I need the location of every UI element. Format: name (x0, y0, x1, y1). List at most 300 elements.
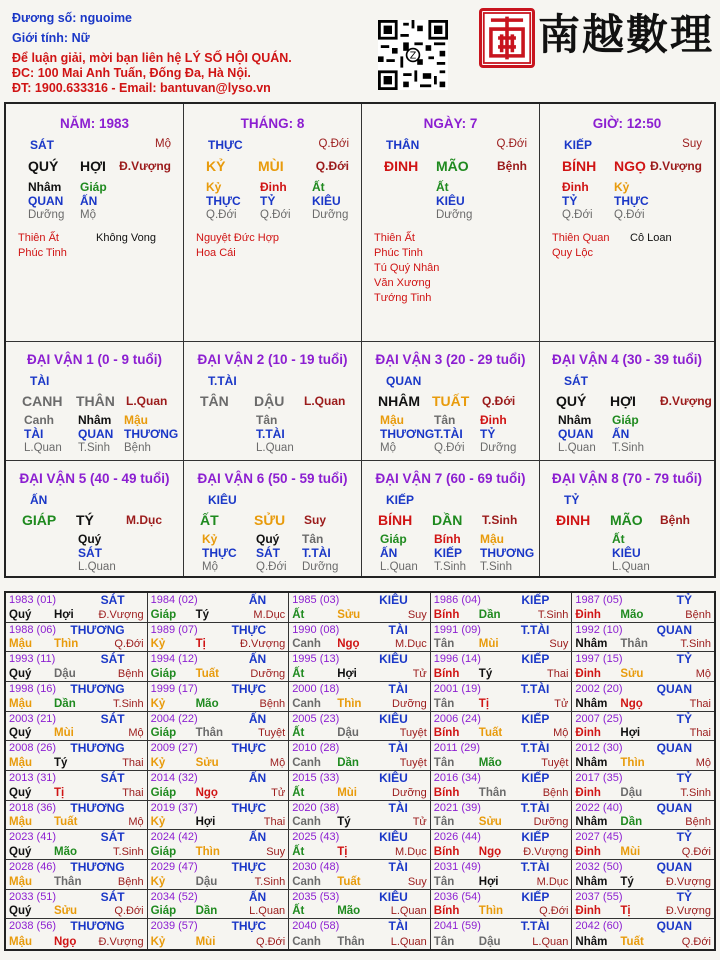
star-item: Hoa Cái (196, 247, 236, 259)
hidden-god: QUAN (28, 194, 64, 208)
year-phase: Thai (689, 697, 711, 710)
dai-van-branch: DẬU (254, 393, 285, 409)
year-branch: Hợi (195, 816, 216, 829)
dai-van-stem: BÍNH (378, 512, 413, 528)
year-star: ẤN (248, 770, 267, 785)
hidden-god: ẤN (80, 194, 98, 208)
year-label: 1992 (10) (575, 623, 623, 636)
year-branch: Hợi (620, 727, 641, 740)
star-list-left (374, 231, 439, 306)
star-item: Không Vong (96, 232, 156, 244)
year-cell (148, 712, 290, 742)
year-stem: Đinh (575, 905, 601, 918)
year-cell (289, 712, 431, 742)
dai-van-stem: CANH (22, 393, 63, 409)
dai-van-stem: ẤT (200, 512, 219, 528)
year-label: 1984 (02) (150, 594, 198, 606)
year-label: 2005 (23) (292, 712, 340, 725)
year-branch: Mùi (337, 786, 357, 799)
year-phase: Bệnh (259, 697, 286, 710)
pillar-phase: Q.Đới (315, 159, 349, 173)
dai-van-branch: TÝ (76, 512, 94, 528)
year-phase: Thai (122, 756, 144, 769)
year-star: TỶ (676, 652, 692, 667)
pillar-star-right: Suy (682, 138, 702, 150)
year-star: TÀI (388, 622, 408, 637)
hidden-phase: L.Quan (78, 561, 116, 573)
year-label: 2029 (47) (150, 860, 198, 873)
dai-van-stem: TÂN (200, 393, 229, 409)
year-star: ẤN (248, 711, 267, 726)
year-cell (148, 771, 290, 801)
year-stem: Đinh (575, 845, 601, 858)
year-label: 2000 (18) (292, 682, 340, 695)
year-label: 2033 (51) (9, 890, 57, 903)
year-phase: Q.Đới (255, 935, 286, 948)
pillar-stem: BÍNH (562, 158, 597, 174)
hidden-stem: Ất (612, 532, 625, 546)
year-phase: Mộ (695, 667, 711, 680)
year-cell (572, 593, 714, 623)
year-star: THỰC (231, 919, 267, 934)
hidden-phase: T.Sinh (612, 442, 644, 454)
star-item: Tướng Tinh (374, 292, 432, 304)
year-star: T.TÀI (520, 622, 550, 637)
year-star: KIÊU (379, 830, 408, 845)
hidden-phase: Mộ (80, 209, 96, 221)
year-branch: Tị (54, 786, 65, 799)
year-stem: Quý (9, 608, 32, 621)
year-star: ẤN (248, 652, 267, 667)
hidden-god: QUAN (78, 427, 114, 441)
year-label: 2036 (54) (433, 890, 481, 903)
year-star: QUAN (656, 741, 692, 756)
year-phase: Q.Đới (681, 845, 711, 858)
dai-van-phase: Đ.Vượng (660, 394, 712, 408)
year-label: 2032 (50) (575, 860, 623, 873)
hidden-stem: Đinh (260, 180, 287, 194)
hidden-phase: Dưỡng (480, 442, 517, 454)
year-label: 1994 (12) (150, 653, 198, 666)
hidden-phase: L.Quan (558, 442, 596, 454)
year-stem: Canh (292, 935, 321, 948)
year-star: T.TÀI (520, 741, 550, 756)
year-stem: Mậu (9, 756, 32, 769)
year-cell (431, 712, 573, 742)
hidden-phase: Q.Đới (562, 209, 593, 221)
year-label: 1987 (05) (575, 594, 623, 606)
year-stem: Quý (9, 845, 32, 858)
year-label: 2041 (59) (433, 920, 481, 933)
year-branch: Mùi (195, 935, 216, 948)
year-branch: Ngọ (620, 697, 643, 710)
hidden-phase: Q.Đới (256, 561, 287, 573)
dai-van-star: T.TÀI (208, 374, 237, 388)
year-phase: Q.Đới (539, 905, 569, 918)
pillar-title: NĂM: 1983 (59, 116, 130, 131)
hidden-stem: Kỷ (202, 532, 218, 546)
year-phase: Dưỡng (533, 816, 569, 829)
year-phase: Tử (412, 816, 427, 829)
dai-van-star: ẤN (30, 493, 48, 507)
year-branch: Dậu (337, 727, 359, 740)
year-branch: Dần (620, 816, 643, 829)
dai-van-star: SÁT (564, 374, 588, 388)
year-star: THỰC (231, 622, 267, 637)
year-branch: Dậu (478, 935, 501, 948)
year-cell (289, 860, 431, 890)
pillar-star: THÂN (386, 138, 420, 152)
hidden-phase: Bệnh (124, 442, 151, 454)
year-label: 2014 (32) (150, 771, 198, 784)
year-star: ẤN (248, 593, 267, 607)
year-star: SÁT (100, 889, 125, 904)
year-label: 1986 (04) (433, 594, 481, 606)
year-stem: Kỷ (150, 875, 166, 888)
year-stem: Mậu (9, 875, 32, 888)
year-star: KIẾP (521, 889, 550, 904)
year-stem: Giáp (150, 845, 177, 858)
year-label: 2018 (36) (9, 801, 57, 814)
year-phase: Mộ (128, 816, 144, 829)
year-cell (431, 623, 573, 653)
hidden-god: SÁT (78, 546, 102, 560)
hidden-stem: Ất (436, 180, 449, 194)
year-stem: Giáp (150, 608, 177, 621)
year-star: QUAN (656, 681, 692, 696)
year-label: 2025 (43) (292, 831, 340, 844)
year-cell (572, 830, 714, 860)
year-cell (6, 682, 148, 712)
year-cell (431, 890, 573, 920)
dai-van-branch: HỢI (610, 393, 636, 409)
year-star: THƯƠNG (70, 622, 125, 637)
year-cell (289, 593, 431, 623)
dai-van-title: ĐẠI VẬN 6 (50 - 59 tuổi) (197, 471, 348, 486)
hidden-stem: Tân (302, 532, 324, 546)
year-star: THỰC (231, 859, 267, 874)
year-phase: Mộ (128, 727, 144, 740)
pillar-cell (362, 104, 540, 342)
year-phase: M.Dục (536, 875, 569, 888)
year-branch: Thân (478, 786, 507, 799)
hidden-phase: T.Sinh (480, 561, 512, 573)
year-branch: Mão (478, 756, 502, 769)
year-star: TÀI (388, 800, 408, 815)
year-cell (572, 801, 714, 831)
year-stem: Ất (292, 786, 305, 799)
year-branch: Mão (54, 845, 77, 858)
year-stem: Nhâm (575, 638, 608, 651)
pillar-branch: HỢI (80, 158, 106, 174)
pillar-star: KIẾP (564, 138, 593, 152)
year-phase: Thai (263, 816, 286, 829)
year-cell (6, 712, 148, 742)
year-branch: Sửu (620, 667, 644, 680)
star-item: Thiên Ất (18, 232, 59, 244)
hidden-phase: Mộ (380, 442, 396, 454)
hidden-stem: Đinh (562, 180, 589, 194)
year-phase: Mộ (269, 756, 286, 769)
dai-van-title: ĐẠI VẬN 5 (40 - 49 tuổi) (19, 471, 170, 486)
hidden-god: THƯƠNG (380, 427, 435, 441)
year-cell (6, 623, 148, 653)
year-cell (148, 593, 290, 623)
year-label: 2013 (31) (9, 771, 57, 784)
hidden-stem: Kỷ (206, 180, 222, 194)
year-branch: Hợi (478, 875, 499, 888)
year-star: KIẾP (521, 652, 550, 667)
year-cell (148, 623, 290, 653)
gender-label: Giới tính: Nữ (12, 31, 90, 45)
year-label: 2027 (45) (575, 831, 623, 844)
year-branch: Mão (620, 608, 644, 621)
star-list-right (96, 231, 156, 246)
hidden-phase: Q.Đới (614, 209, 645, 221)
pillar-cell (6, 104, 184, 342)
year-stem: Nhâm (575, 935, 608, 948)
pillar-cell (184, 104, 362, 342)
hidden-god: T.TÀI (256, 427, 285, 441)
year-stem: Bính (433, 608, 460, 621)
year-label: 1993 (11) (9, 653, 56, 666)
year-branch: Mùi (478, 638, 499, 651)
hidden-stem: Ất (312, 180, 325, 194)
year-stem: Nhâm (575, 756, 608, 769)
year-phase: Dưỡng (392, 786, 427, 799)
year-branch: Tị (620, 905, 631, 918)
year-stem: Ất (292, 905, 305, 918)
hidden-stem: Mậu (480, 532, 504, 546)
star-item: Cô Loan (630, 232, 672, 244)
year-label: 2002 (20) (575, 682, 623, 695)
year-stem: Kỷ (150, 638, 166, 651)
star-list-left (18, 231, 67, 261)
year-label: 1991 (09) (433, 623, 481, 636)
year-cell (148, 682, 290, 712)
dai-van-star: KIÊU (208, 493, 237, 507)
year-cell (148, 830, 290, 860)
year-branch: Mùi (54, 727, 74, 740)
year-branch: Thân (195, 727, 224, 740)
pillar-star: SÁT (30, 138, 54, 152)
year-label: 2015 (33) (292, 771, 340, 784)
year-phase: Đ.Vượng (523, 845, 569, 858)
year-phase: Tuyệt (399, 727, 427, 740)
hidden-god: THỰC (202, 546, 237, 560)
pillar-star-right: Q.Đới (318, 138, 349, 150)
hidden-god: THỰC (614, 194, 649, 208)
year-cell (431, 771, 573, 801)
dai-van-stem: GIÁP (22, 512, 57, 528)
year-branch: Dậu (195, 875, 218, 888)
dai-van-branch: SỬU (254, 512, 286, 528)
year-branch: Tuất (195, 667, 220, 680)
year-star: TÀI (388, 681, 408, 696)
year-label: 1999 (17) (150, 682, 198, 695)
year-star: SÁT (100, 652, 125, 667)
year-label: 1997 (15) (575, 653, 623, 666)
dai-van-branch: THÂN (76, 393, 115, 409)
year-phase: Q.Đới (681, 935, 711, 948)
year-branch: Tý (337, 816, 351, 829)
year-stem: Ất (292, 608, 305, 621)
year-phase: Đ.Vượng (665, 905, 711, 918)
year-cell (289, 682, 431, 712)
year-stem: Tân (433, 638, 455, 651)
year-branch: Tị (478, 697, 490, 710)
year-label: 2003 (21) (9, 712, 57, 725)
year-stem: Quý (9, 905, 32, 918)
year-stem: Nhâm (575, 875, 608, 888)
year-phase: Bệnh (117, 875, 144, 888)
year-label: 2020 (38) (292, 801, 340, 814)
year-branch: Tý (54, 756, 68, 769)
year-star: KIẾP (521, 830, 550, 845)
hidden-phase: Q.Đới (260, 209, 291, 221)
year-phase: Dưỡng (392, 697, 427, 710)
year-phase: Đ.Vượng (240, 638, 286, 651)
year-label: 2037 (55) (575, 890, 623, 903)
year-stem: Đinh (575, 727, 601, 740)
year-stem: Canh (292, 756, 321, 769)
year-stem: Mậu (9, 816, 32, 829)
year-cell (289, 771, 431, 801)
hidden-stem: Canh (24, 413, 54, 427)
year-label: 2007 (25) (575, 712, 623, 725)
year-label: 2016 (34) (433, 771, 481, 784)
year-star: ẤN (248, 830, 267, 845)
dai-van-star: KIẾP (386, 493, 415, 507)
pillar-branch: MÙI (258, 158, 284, 174)
year-star: THƯƠNG (70, 859, 125, 874)
year-phase: L.Quan (249, 905, 286, 918)
year-label: 2022 (40) (575, 801, 623, 814)
year-cell (572, 890, 714, 920)
pillar-stem: QUÝ (28, 158, 59, 174)
year-label: 2012 (30) (575, 742, 623, 755)
dai-van-cell (362, 461, 540, 576)
year-cell (6, 860, 148, 890)
year-stem: Quý (9, 727, 32, 740)
year-cell (148, 890, 290, 920)
year-phase: T.Sinh (113, 697, 144, 710)
year-stem: Ất (292, 727, 305, 740)
year-cell (148, 919, 290, 949)
year-label: 2019 (37) (150, 801, 198, 814)
hidden-god: TỶ (562, 194, 578, 208)
hidden-stem: Giáp (612, 413, 639, 427)
year-cell (572, 652, 714, 682)
year-stem: Quý (9, 786, 32, 799)
year-cell (572, 712, 714, 742)
year-branch: Thìn (195, 845, 220, 858)
year-cell (289, 919, 431, 949)
hidden-stem: Giáp (380, 532, 407, 546)
year-stem: Canh (292, 697, 321, 710)
star-item: Văn Xương (374, 277, 431, 289)
year-branch: Hợi (54, 608, 74, 621)
dai-van-title: ĐẠI VẬN 4 (30 - 39 tuổi) (551, 352, 703, 367)
dai-van-star: QUAN (386, 374, 422, 388)
year-star: SÁT (100, 593, 125, 607)
year-cell (289, 623, 431, 653)
year-star: KIÊU (379, 652, 408, 667)
year-star: THƯƠNG (70, 681, 125, 696)
pillar-phase: Đ.Vượng (119, 159, 171, 173)
year-branch: Thìn (620, 756, 645, 769)
pillar-phase: Bệnh (497, 159, 527, 173)
hidden-god: TỶ (480, 427, 496, 441)
hidden-stem: Quý (78, 532, 102, 546)
hidden-phase: T.Sinh (434, 561, 466, 573)
year-label: 1989 (07) (150, 623, 198, 636)
year-star: KIÊU (379, 593, 408, 607)
year-cell (572, 860, 714, 890)
address-line: ĐC: 100 Mai Anh Tuấn, Đống Đa, Hà Nội. (12, 66, 251, 80)
year-label: 2001 (19) (433, 682, 481, 695)
year-branch: Mùi (620, 845, 641, 858)
year-phase: Tử (271, 786, 286, 799)
year-branch: Tý (195, 608, 210, 621)
year-cell (572, 682, 714, 712)
year-branch: Thân (54, 875, 82, 888)
year-cell (6, 890, 148, 920)
dai-van-cell (6, 461, 184, 576)
year-cell (431, 860, 573, 890)
svg-text:Z: Z (409, 50, 417, 62)
year-star: KIÊU (379, 889, 408, 904)
hidden-stem: Đinh (480, 413, 507, 427)
star-item: Nguyệt Đức Hợp (196, 232, 280, 244)
year-star: KIẾP (521, 593, 550, 607)
hidden-phase: L.Quan (612, 561, 650, 573)
year-stem: Bính (433, 905, 460, 918)
pillar-star-right: Mộ (155, 138, 171, 150)
year-stem: Giáp (150, 727, 177, 740)
year-star: THƯƠNG (70, 919, 125, 934)
pillar-title: THÁNG: 8 (240, 116, 305, 131)
year-label: 2034 (52) (150, 890, 198, 903)
year-label: 2038 (56) (9, 920, 57, 933)
year-star: SÁT (100, 770, 125, 785)
dai-van-cell (540, 342, 714, 461)
year-stem: Bính (433, 845, 460, 858)
hidden-phase: Dưỡng (302, 561, 339, 573)
year-star: TÀI (388, 741, 408, 756)
brand-title: 南越數理 (538, 10, 715, 59)
year-cell (572, 919, 714, 949)
hidden-phase: Q.Đới (206, 209, 237, 221)
year-stem: Tân (433, 756, 455, 769)
hidden-stem: Kỷ (614, 180, 630, 194)
star-list-left (196, 231, 279, 261)
year-star: TỶ (676, 593, 692, 607)
dai-van-title: ĐẠI VẬN 3 (20 - 29 tuổi) (375, 352, 526, 367)
year-branch: Dần (54, 697, 76, 710)
year-stem: Kỷ (150, 756, 166, 769)
year-phase: Đ.Vượng (98, 935, 144, 948)
year-stem: Giáp (150, 786, 177, 799)
year-cell (572, 623, 714, 653)
year-cell (6, 771, 148, 801)
dai-van-title: ĐẠI VẬN 7 (60 - 69 tuổi) (375, 471, 526, 486)
dai-van-cell (362, 342, 540, 461)
year-branch: Mão (337, 905, 361, 918)
year-label: 2031 (49) (433, 860, 481, 873)
year-star: THƯƠNG (70, 800, 125, 815)
year-branch: Dần (478, 608, 501, 621)
